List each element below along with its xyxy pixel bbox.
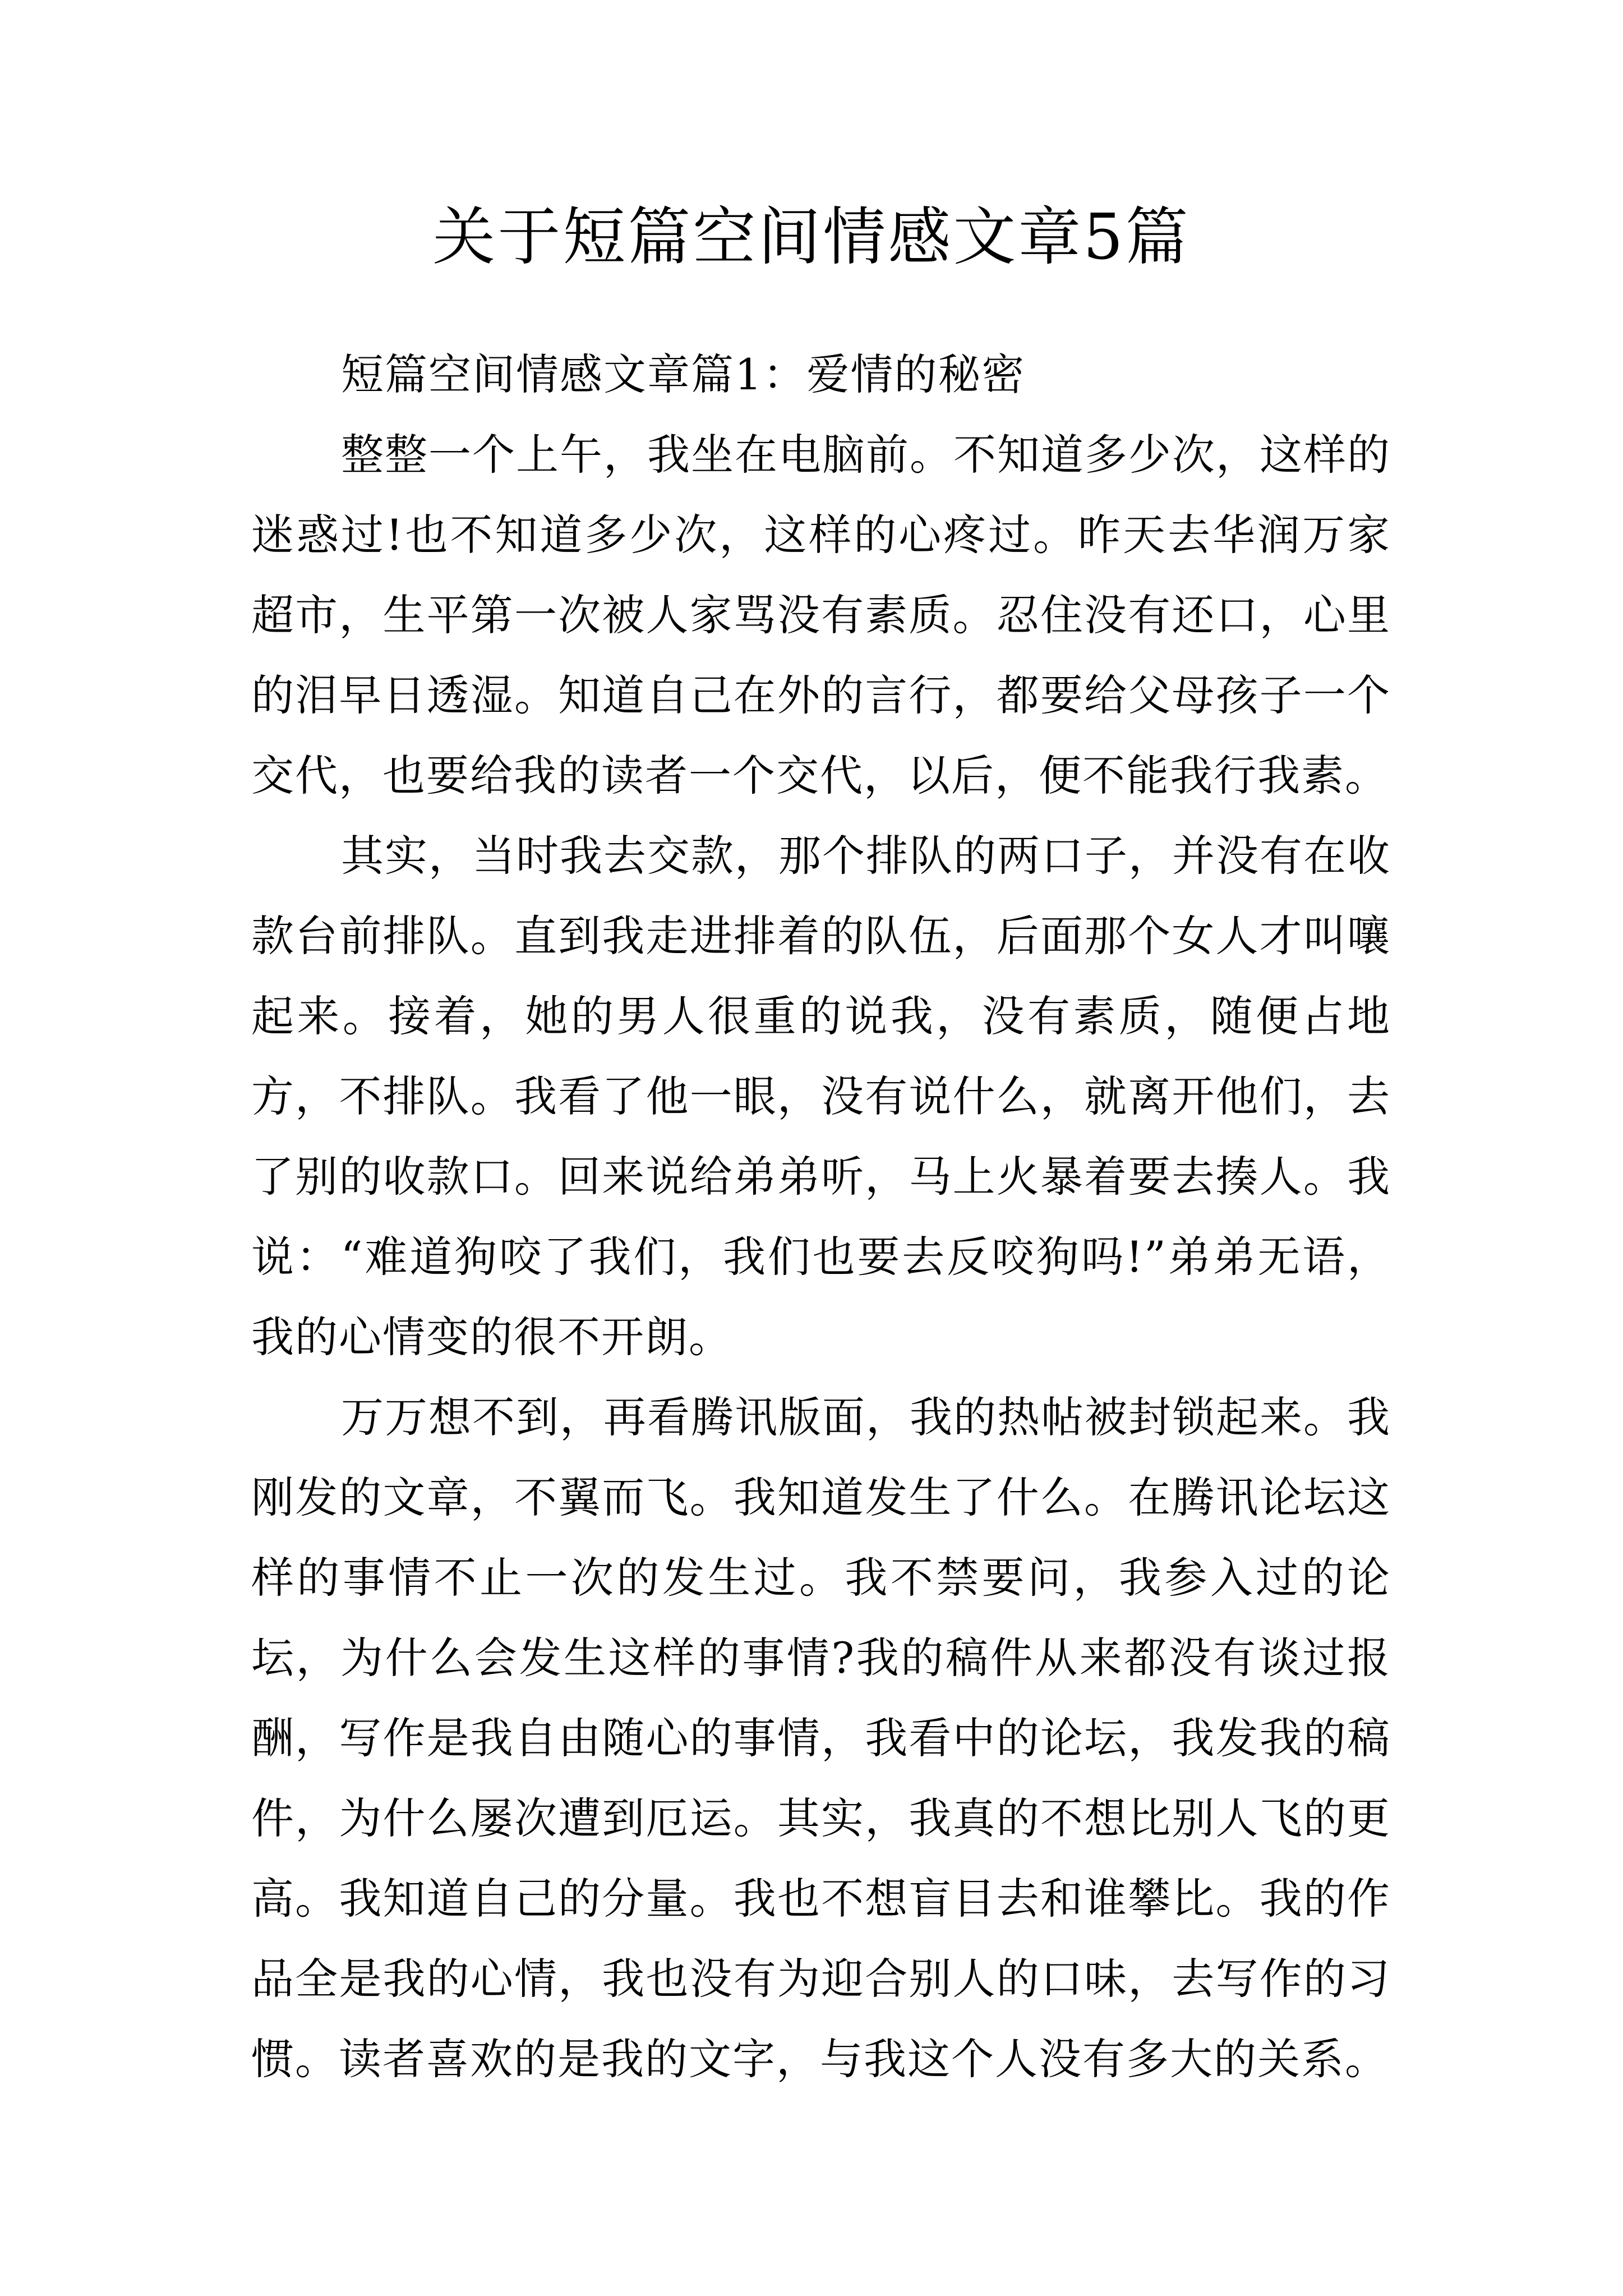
section-heading: 短篇空间情感文章篇1：爱情的秘密 — [341, 349, 1026, 399]
document-body — [251, 334, 1391, 2099]
paragraph: 其实，当时我去交款，那个排队的两口子，并没有在收款台前排队。直到我走进排着的队伍，后面那个女人才叫嚷起来。接着，她的男人很重的说我，没有素质，随便占地方，不排队。我看了他一眼，没有说什么，就离开他们，去了别的收款口。回来说给弟弟听，马上火暴着要去揍人。我说：“难道狗咬了我们，我们也要去反咬狗吗!”弟弟无语，我的心情变的很不开朗。 — [251, 831, 1391, 1362]
paragraph: 整整一个上午，我坐在电脑前。不知道多少次，这样的迷惑过!也不知道多少次，这样的心疼过。昨天去华润万家超市，生平第一次被人家骂没有素质。忍住没有还口，心里的泪早日透湿。知道自己在外的言行，都要给父母孩子一个交代，也要给我的读者一个交代，以后，便不能我行我素。 — [251, 430, 1391, 800]
document-title: 关于短篇空间情感文章5篇 — [432, 201, 1191, 274]
paragraph: 万万想不到，再看腾讯版面，我的热帖被封锁起来。我刚发的文章，不翼而飞。我知道发生了什么。在腾讯论坛这样的事情不止一次的发生过。我不禁要问，我参入过的论坛，为什么会发生这样的事情?我的稿件从来都没有谈过报酬，写作是我自由随心的事情，我看中的论坛，我发我的稿件，为什么屡次遭到厄运。其实，我真的不想比别人飞的更高。我知道自己的分量。我也不想盲目去和谁攀比。我的作品全是我的心情，我也没有为迎合别人的口味，去写作的习惯。读者喜欢的是我的文字，与我这个人没有多大的关系。 — [251, 1392, 1391, 2084]
